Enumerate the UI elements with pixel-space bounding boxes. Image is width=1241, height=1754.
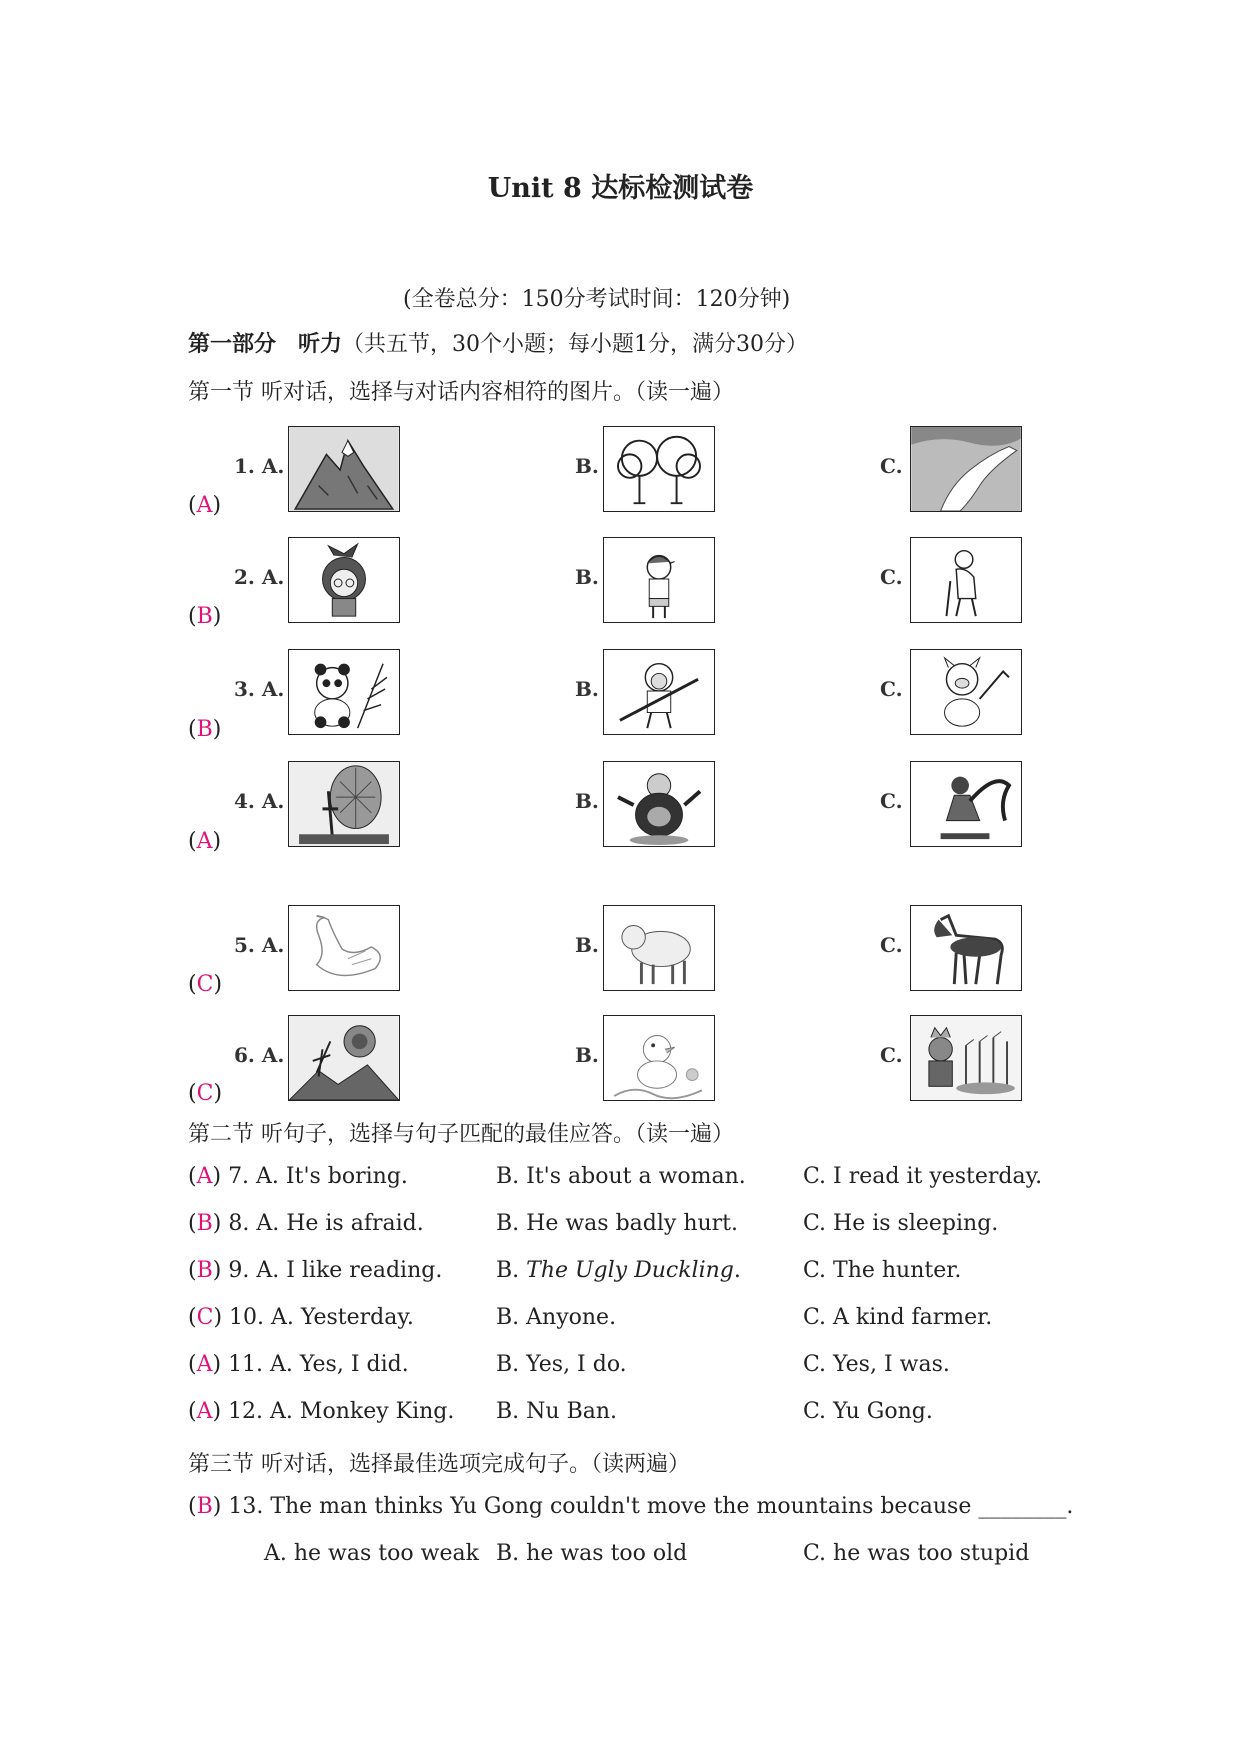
picture-question-answer: (A) (188, 829, 222, 854)
option-b-10: B. Anyone. (496, 1305, 617, 1330)
question-7: (A) 7. A. It's boring. (188, 1164, 408, 1189)
mountain-icon[interactable] (288, 426, 400, 512)
option-a-13: A. he was too weak (264, 1541, 479, 1566)
option-b-8: B. He was badly hurt. (496, 1211, 739, 1236)
option-c-13: C. he was too stupid (803, 1541, 1030, 1566)
option-a-9: 9. A. I like reading. (228, 1258, 443, 1283)
picture-option-label: C. (880, 677, 903, 701)
question-9: (B) 9. A. I like reading. (188, 1258, 443, 1283)
option-a-10: 10. A. Yesterday. (229, 1305, 414, 1330)
option-b-9 (496, 1258, 741, 1283)
picture-option-label: C. (880, 789, 903, 813)
option-c-12: C. Yu Gong. (803, 1399, 933, 1424)
picture-question-number: 3. A. (234, 677, 285, 701)
king-parade-icon[interactable] (910, 1015, 1022, 1101)
section1-heading: 第一节 听对话，选择与对话内容相符的图片。（读一遍） (188, 380, 734, 405)
answer-letter: B (196, 717, 213, 742)
answer-13: B (196, 1494, 213, 1519)
river-icon[interactable] (910, 426, 1022, 512)
duckling-icon[interactable] (603, 1015, 715, 1101)
peacock-girl-icon[interactable] (288, 761, 400, 847)
section3-heading: 第三节 听对话，选择最佳选项完成句子。（读两遍） (188, 1452, 690, 1477)
option-a-11: 11. A. Yes, I did. (228, 1352, 409, 1377)
picture-question-number: 5. A. (234, 933, 285, 957)
picture-option-label: C. (880, 565, 903, 589)
picture-question-number: 6. A. (234, 1043, 285, 1067)
horse-icon[interactable] (910, 905, 1022, 991)
picture-question-answer: (C) (188, 1081, 223, 1106)
swan-icon[interactable] (288, 905, 400, 991)
section2-heading: 第二节 听句子，选择与句子匹配的最佳应答。（读一遍） (188, 1122, 734, 1147)
picture-question-answer: (B) (188, 717, 222, 742)
option-b-9-suffix: . (733, 1258, 741, 1283)
picture-option-label: C. (880, 1043, 903, 1067)
question-13: (B) 13. The man thinks Yu Gong couldn't move the mountains because ________. (188, 1494, 1074, 1519)
option-b-7: B. It's about a woman. (496, 1164, 746, 1189)
option-c-11: C. Yes, I was. (803, 1352, 950, 1377)
option-b-9-title: The Ugly Duckling (526, 1258, 734, 1283)
dancer-icon[interactable] (910, 761, 1022, 847)
part1-heading (188, 327, 808, 358)
girl-icon[interactable] (288, 537, 400, 623)
option-b-12: B. Nu Ban. (496, 1399, 618, 1424)
trees-icon[interactable] (603, 426, 715, 512)
picture-option-label: C. (880, 933, 903, 957)
picture-question-number: 1. A. (234, 454, 285, 478)
answer-8: B (196, 1211, 213, 1236)
panda-icon[interactable] (288, 649, 400, 735)
answer-letter: A (196, 829, 213, 854)
picture-question-answer: (C) (188, 972, 223, 997)
picture-question-answer: (A) (188, 493, 222, 518)
option-b-13: B. he was too old (496, 1541, 688, 1566)
picture-option-label: B. (575, 789, 599, 813)
question-11: (A) 11. A. Yes, I did. (188, 1352, 409, 1377)
option-a-12: 12. A. Monkey King. (228, 1399, 455, 1424)
option-c-9: C. The hunter. (803, 1258, 962, 1283)
question-13-stem: 13. The man thinks Yu Gong couldn't move the mountains because ________. (228, 1494, 1074, 1519)
picture-option-label: C. (880, 454, 903, 478)
boy-icon[interactable] (603, 537, 715, 623)
question-12: (A) 12. A. Monkey King. (188, 1399, 455, 1424)
picture-question-number: 2. A. (234, 565, 285, 589)
monkey-king-icon[interactable] (603, 649, 715, 735)
answer-letter: C (196, 972, 214, 997)
picture-option-label: B. (575, 933, 599, 957)
lamb-icon[interactable] (603, 905, 715, 991)
option-b-9-prefix: B. (496, 1258, 527, 1283)
part1-desc: （共五节，30个小题；每小题1分，满分30分） (342, 332, 809, 357)
fat-monk-icon[interactable] (603, 761, 715, 847)
question-8: (B) 8. A. He is afraid. (188, 1211, 424, 1236)
picture-option-label: B. (575, 677, 599, 701)
picture-option-label: B. (575, 1043, 599, 1067)
picture-option-label: B. (575, 565, 599, 589)
exam-info: (全卷总分：150分考试时间：120分钟) (403, 287, 791, 312)
archer-sun-icon[interactable] (288, 1015, 400, 1101)
part1-title: 第一部分 听力 (188, 331, 343, 357)
old-man-icon[interactable] (910, 537, 1022, 623)
option-c-7: C. I read it yesterday. (803, 1164, 1043, 1189)
answer-letter: B (196, 604, 213, 629)
picture-question-number: 4. A. (234, 789, 285, 813)
picture-option-label: B. (575, 454, 599, 478)
question-10: (C) 10. A. Yesterday. (188, 1305, 414, 1330)
answer-9: B (196, 1258, 213, 1283)
option-a-7: 7. A. It's boring. (228, 1164, 408, 1189)
answer-11: A (196, 1352, 213, 1377)
pig-icon[interactable] (910, 649, 1022, 735)
option-a-8: 8. A. He is afraid. (228, 1211, 424, 1236)
answer-7: A (196, 1164, 213, 1189)
option-b-11: B. Yes, I do. (496, 1352, 627, 1377)
answer-letter: A (196, 493, 213, 518)
answer-10: C (196, 1305, 214, 1330)
option-c-10: C. A kind farmer. (803, 1305, 993, 1330)
page-title: Unit 8 达标检测试卷 (487, 173, 754, 204)
picture-question-answer: (B) (188, 604, 222, 629)
answer-12: A (196, 1399, 213, 1424)
answer-letter: C (196, 1081, 214, 1106)
option-c-8: C. He is sleeping. (803, 1211, 999, 1236)
